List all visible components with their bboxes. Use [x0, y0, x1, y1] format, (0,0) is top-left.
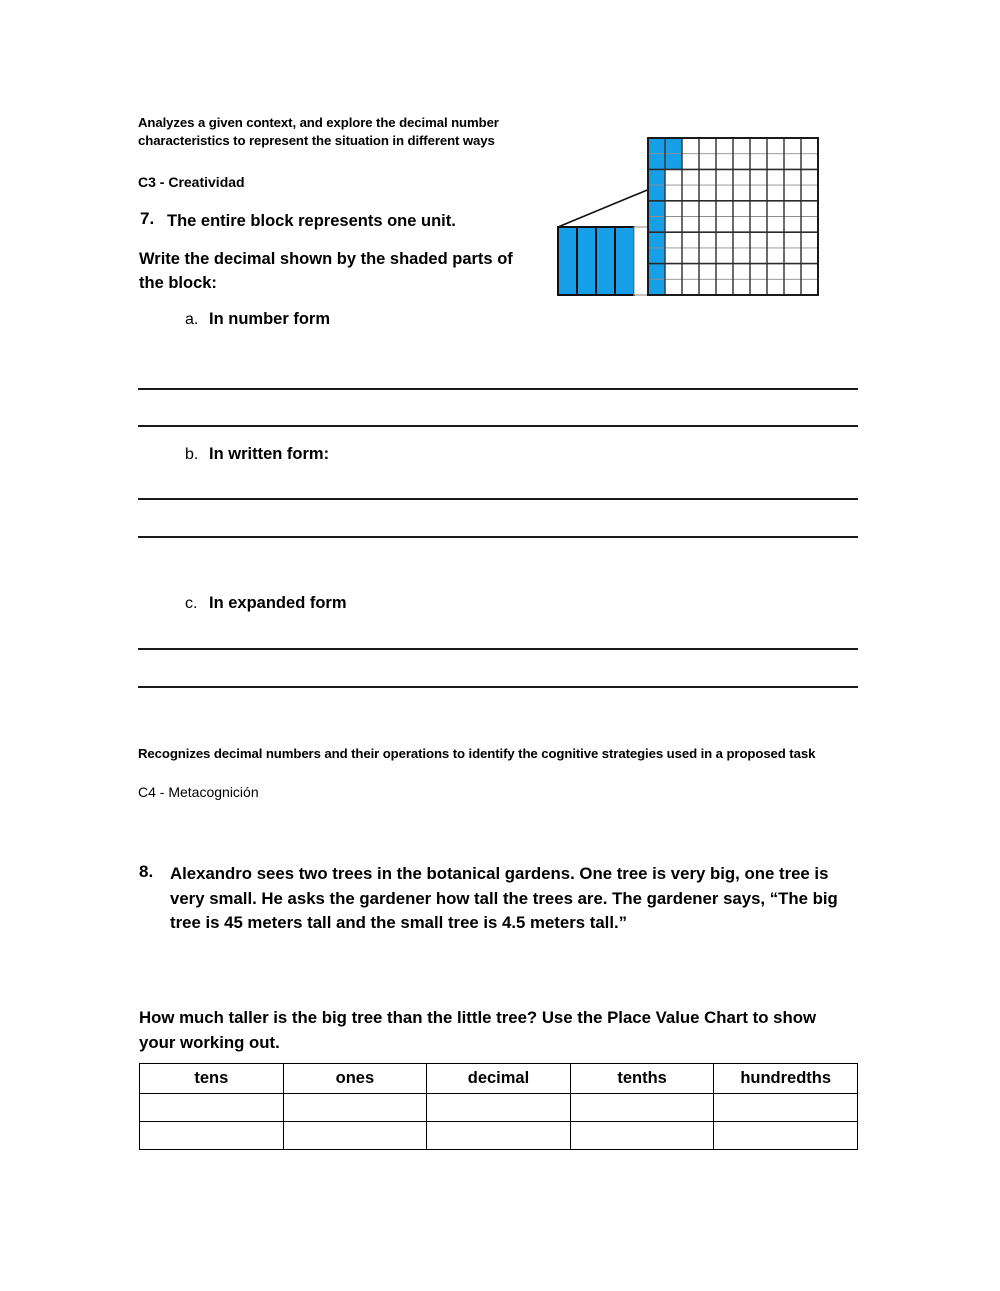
subitem-c-marker: c.	[185, 595, 198, 612]
question-8-number: 8.	[139, 862, 154, 881]
cell-ones-row2[interactable]	[283, 1122, 427, 1150]
question-7-prompt-line-1: The entire block represents one unit.	[167, 212, 456, 230]
column-header-decimal: decimal	[427, 1064, 571, 1094]
answer-line-b1[interactable]	[138, 498, 858, 500]
column-header-tens: tens	[140, 1064, 284, 1094]
question-7-subitem-b	[185, 445, 329, 464]
cell-hundredths-row2[interactable]	[714, 1122, 858, 1150]
answer-line-c1[interactable]	[138, 648, 858, 650]
column-header-ones: ones	[283, 1064, 427, 1094]
column-header-tenths: tenths	[570, 1064, 714, 1094]
question-8-task: How much taller is the big tree than the little tree? Use the Place Value Chart to show your working out.	[139, 1008, 816, 1052]
subitem-a-marker: a.	[185, 311, 199, 328]
subitem-b-label: In written form:	[209, 445, 330, 463]
cell-decimal-row1[interactable]	[427, 1094, 571, 1122]
subitem-c-label: In expanded form	[209, 594, 347, 612]
competency-code-c3: C3 - Creatividad	[138, 174, 245, 190]
competency-code-c4: C4 - Metacognición	[138, 784, 259, 800]
competency-statement-c3: Analyzes a given context, and explore the decimal number characteristics to represent the situation in different ways	[138, 115, 499, 148]
cell-decimal-row2[interactable]	[427, 1122, 571, 1150]
question-7-prompt-line-2: Write the decimal shown by the shaded parts of the block:	[139, 250, 513, 292]
cell-tenths-row1[interactable]	[570, 1094, 714, 1122]
decimal-block-model-figure	[548, 130, 838, 310]
decimal-block-model-svg	[548, 130, 838, 310]
place-value-header-row	[140, 1064, 858, 1094]
subitem-a-label: In number form	[209, 310, 331, 328]
answer-line-c2[interactable]	[138, 686, 858, 688]
cell-hundredths-row1[interactable]	[714, 1094, 858, 1122]
question-7-subitem-a	[185, 310, 330, 329]
competency-statement-c4: Recognizes decimal numbers and their operations to identify the cognitive strategies used in a proposed task	[138, 746, 816, 761]
table-row	[140, 1122, 858, 1150]
subitem-b-marker: b.	[185, 446, 199, 463]
question-7-subitem-c	[185, 594, 347, 613]
answer-line-b2[interactable]	[138, 536, 858, 538]
answer-line-a2[interactable]	[138, 425, 858, 427]
cell-ones-row1[interactable]	[283, 1094, 427, 1122]
place-value-chart	[139, 1063, 858, 1150]
cell-tens-row2[interactable]	[140, 1122, 284, 1150]
table-row	[140, 1094, 858, 1122]
answer-line-a1[interactable]	[138, 388, 858, 390]
column-header-hundredths: hundredths	[714, 1064, 858, 1094]
question-7-number: 7.	[140, 209, 155, 228]
question-8-story: Alexandro sees two trees in the botanical gardens. One tree is very big, one tree is very small. He asks the gardener how tall the trees are. The gardener says, “The big tree is 45 meters tall and the small tree is 4.5 meters tall.”	[170, 864, 838, 933]
unit-grid	[648, 138, 818, 295]
cell-tenths-row2[interactable]	[570, 1122, 714, 1150]
cell-tens-row1[interactable]	[140, 1094, 284, 1122]
